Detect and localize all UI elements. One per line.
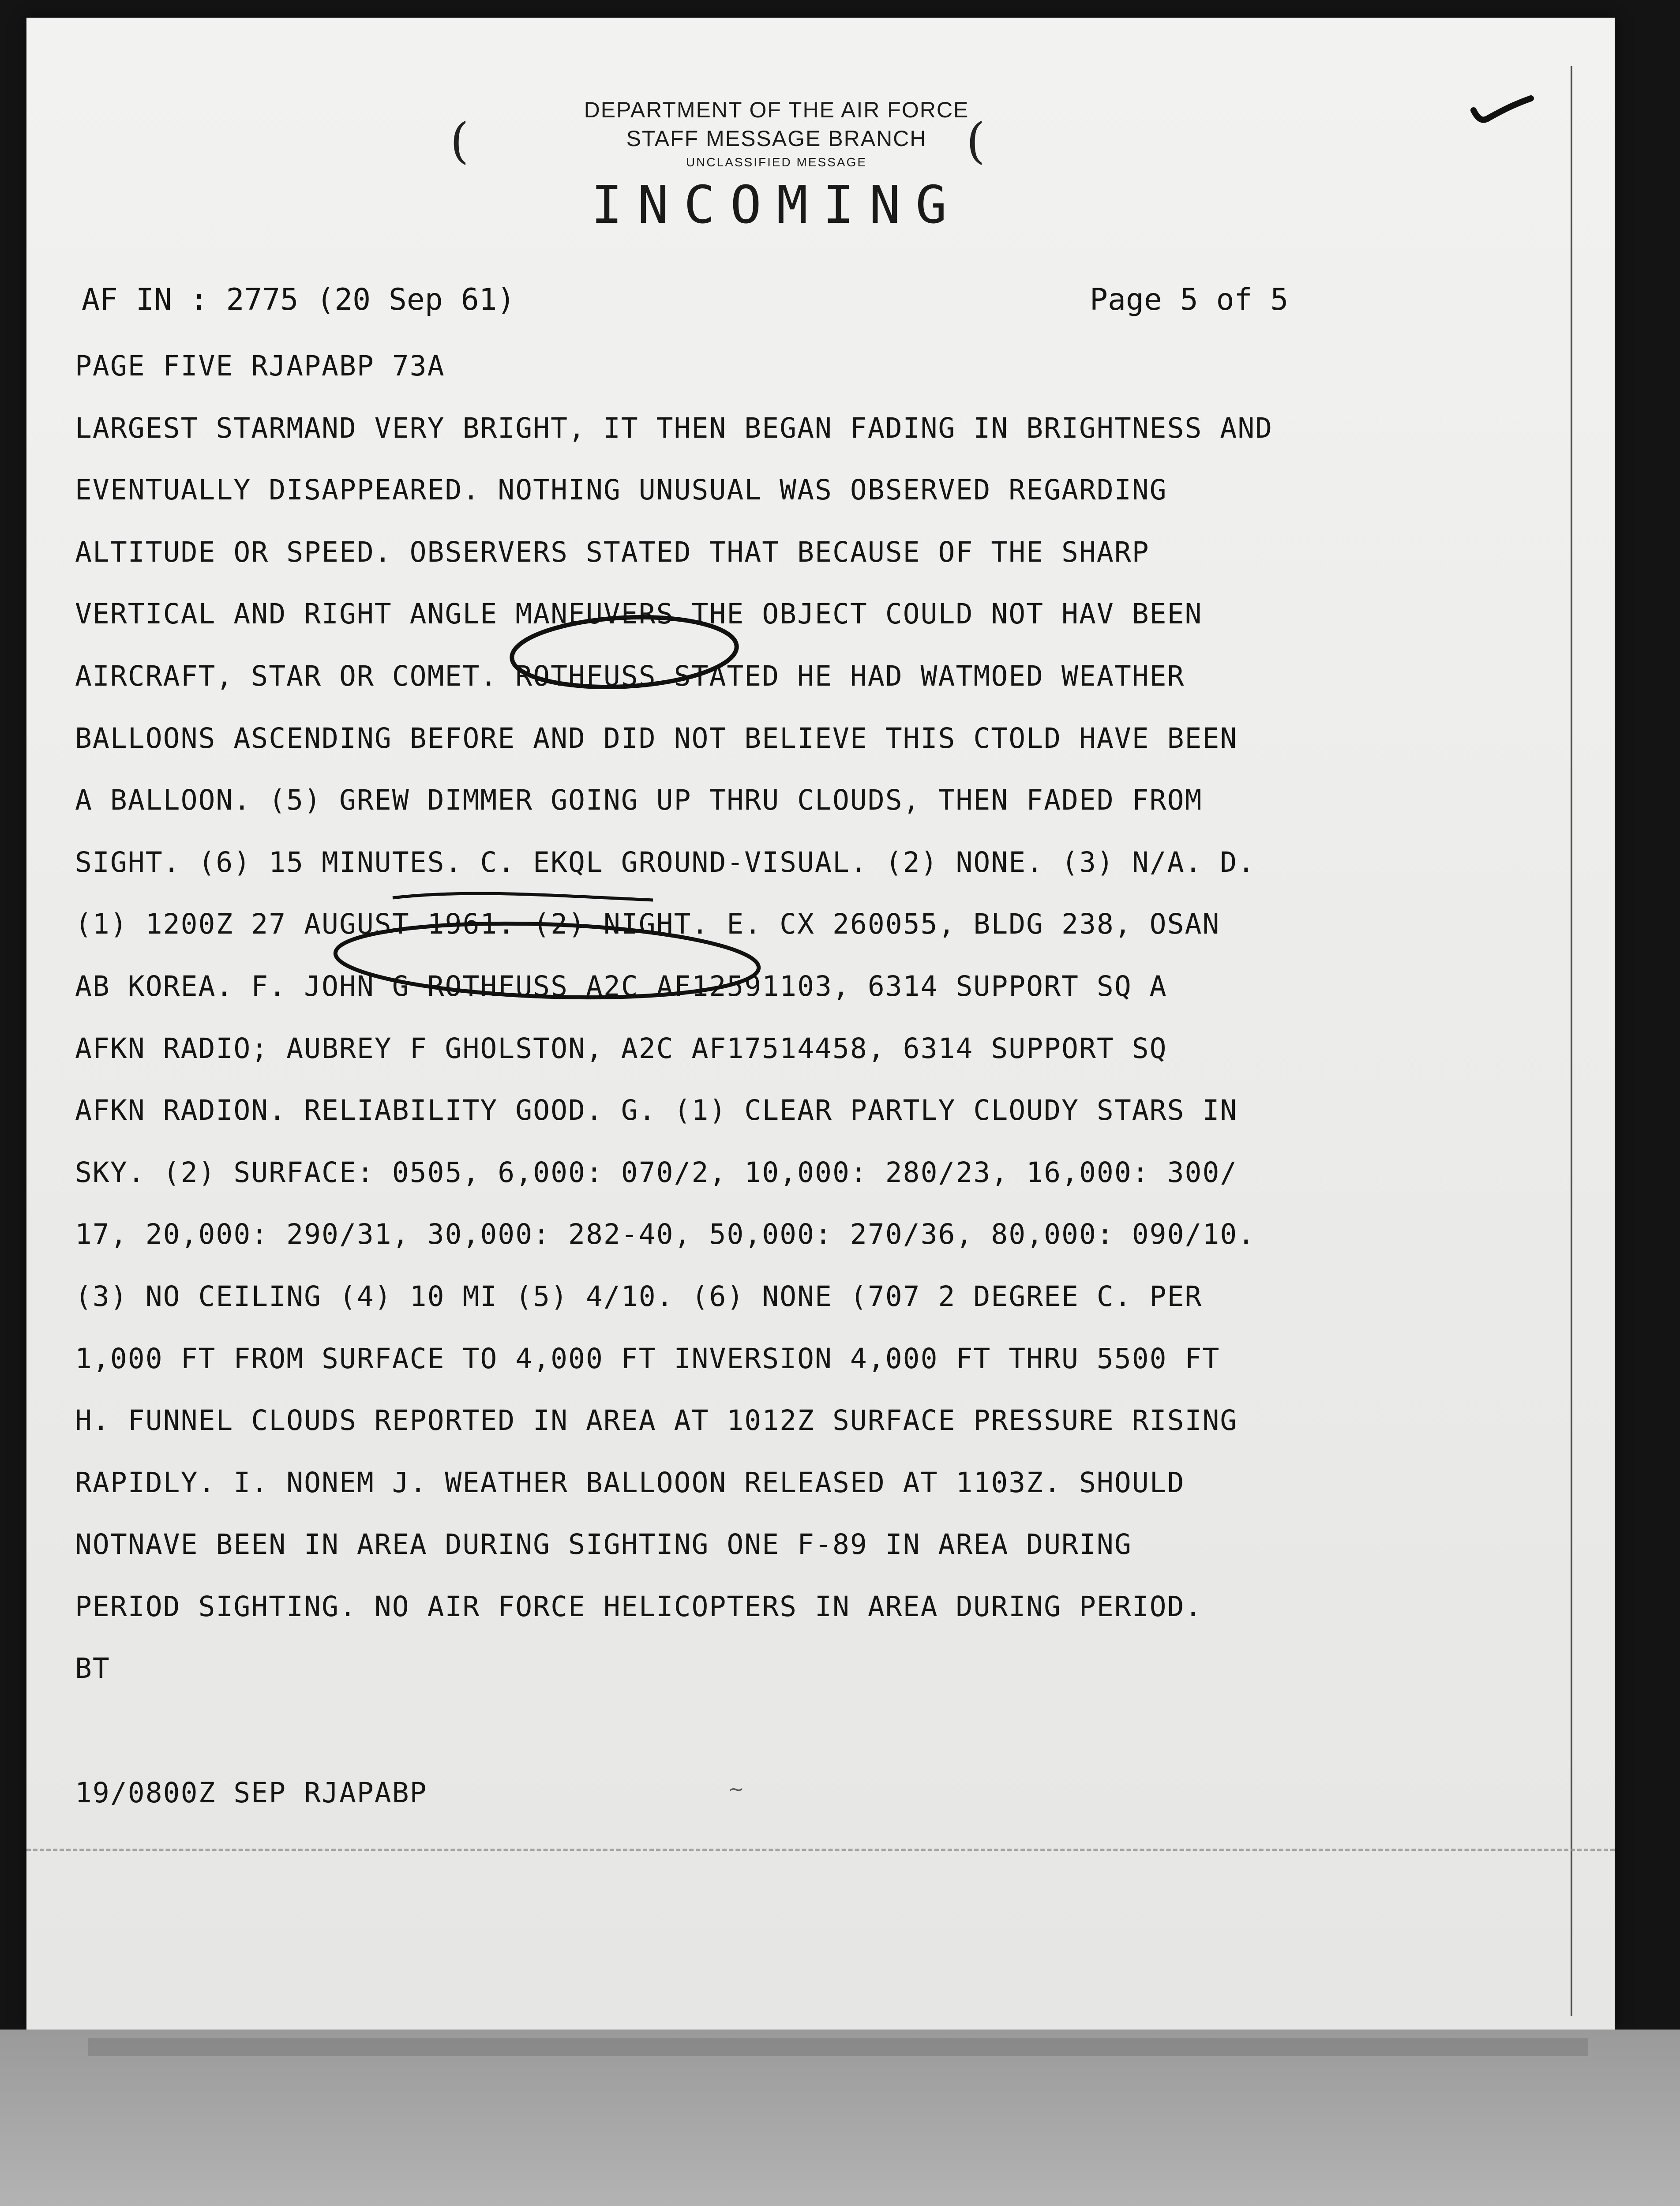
scan-speck: ~ [728, 1778, 744, 1801]
perforation-line [26, 1849, 1615, 1851]
vertical-rule [1571, 66, 1572, 2016]
body-line [75, 1700, 1531, 1762]
body-line: AFKN RADION. RELIABILITY GOOD. G. (1) CLEAR PARTLY CLOUDY STARS IN [75, 1094, 1238, 1127]
body-line: (1) 1200Z 27 AUGUST 1961. (2) NIGHT. E. CX 260055, BLDG 238, OSAN [75, 908, 1220, 941]
body-line: PAGE FIVE RJAPABP 73A [75, 350, 445, 382]
body-line: (3) NO CEILING (4) 10 MI (5) 4/10. (6) NONE (707 2 DEGREE C. PER [75, 1280, 1203, 1313]
body-line: H. FUNNEL CLOUDS REPORTED IN AREA AT 1012Z SURFACE PRESSURE RISING [75, 1404, 1238, 1437]
branch-heading: STAFF MESSAGE BRANCH [626, 126, 927, 151]
body-line: SKY. (2) SURFACE: 0505, 6,000: 070/2, 10,000: 280/23, 16,000: 300/ [75, 1156, 1238, 1189]
body-line: NOTNAVE BEEN IN AREA DURING SIGHTING ONE F-89 IN AREA DURING [75, 1528, 1132, 1561]
body-line: A BALLOON. (5) GREW DIMMER GOING UP THRU CLOUDS, THEN FADED FROM [75, 784, 1203, 817]
body-line: 19/0800Z SEP RJAPABP [75, 1776, 428, 1809]
body-line: BT [75, 1652, 110, 1685]
body-line: 17, 20,000: 290/31, 30,000: 282-40, 50,000: 270/36, 80,000: 090/10. [75, 1218, 1256, 1251]
body-line: RAPIDLY. I. NONEM J. WEATHER BALLOOON RELEASED AT 1103Z. SHOULD [75, 1466, 1185, 1499]
body-line: SIGHT. (6) 15 MINUTES. C. EKQL GROUND-VISUAL. (2) NONE. (3) N/A. D. [75, 846, 1256, 878]
body-line: AB KOREA. F. JOHN G ROTHFUSS A2C AF12591103, 6314 SUPPORT SQ A [75, 970, 1167, 1002]
body-line: VERTICAL AND RIGHT ANGLE MANEUVERS THE OBJECT COULD NOT HAV BEEN [75, 598, 1203, 630]
body-line: PERIOD SIGHTING. NO AIR FORCE HELICOPTERS IN AREA DURING PERIOD. [75, 1590, 1203, 1623]
classification-label: UNCLASSIFIED MESSAGE [686, 155, 867, 169]
right-paren-mark: ( [966, 113, 985, 169]
department-heading: DEPARTMENT OF THE AIR FORCE [584, 98, 969, 122]
page-edge-shadow [88, 2038, 1588, 2056]
message-title: INCOMING [591, 174, 962, 235]
af-in-number: AF IN : 2775 (20 Sep 61) [82, 282, 515, 317]
checkmark-icon [1469, 95, 1535, 130]
left-paren-mark: ( [450, 113, 469, 169]
body-line: 1,000 FT FROM SURFACE TO 4,000 FT INVERSION 4,000 FT THRU 5500 FT [75, 1342, 1220, 1375]
body-line: AIRCRAFT, STAR OR COMET. ROTHFUSS STATED HE HAD WATMOED WEATHER [75, 660, 1185, 692]
body-line: BALLOONS ASCENDING BEFORE AND DID NOT BELIEVE THIS CTOLD HAVE BEEN [75, 722, 1238, 754]
lower-blank-sheet [0, 2030, 1680, 2206]
body-line: LARGEST STARMAND VERY BRIGHT, IT THEN BEGAN FADING IN BRIGHTNESS AND [75, 412, 1273, 444]
body-line: AFKN RADIO; AUBREY F GHOLSTON, A2C AF17514458, 6314 SUPPORT SQ [75, 1032, 1167, 1065]
message-body [75, 335, 1531, 1824]
body-line: EVENTUALLY DISAPPEARED. NOTHING UNUSUAL WAS OBSERVED REGARDING [75, 474, 1167, 506]
message-sheet [26, 18, 1615, 2030]
body-line: ALTITUDE OR SPEED. OBSERVERS STATED THAT BECAUSE OF THE SHARP [75, 536, 1150, 568]
page-indicator: Page 5 of 5 [1090, 282, 1289, 317]
